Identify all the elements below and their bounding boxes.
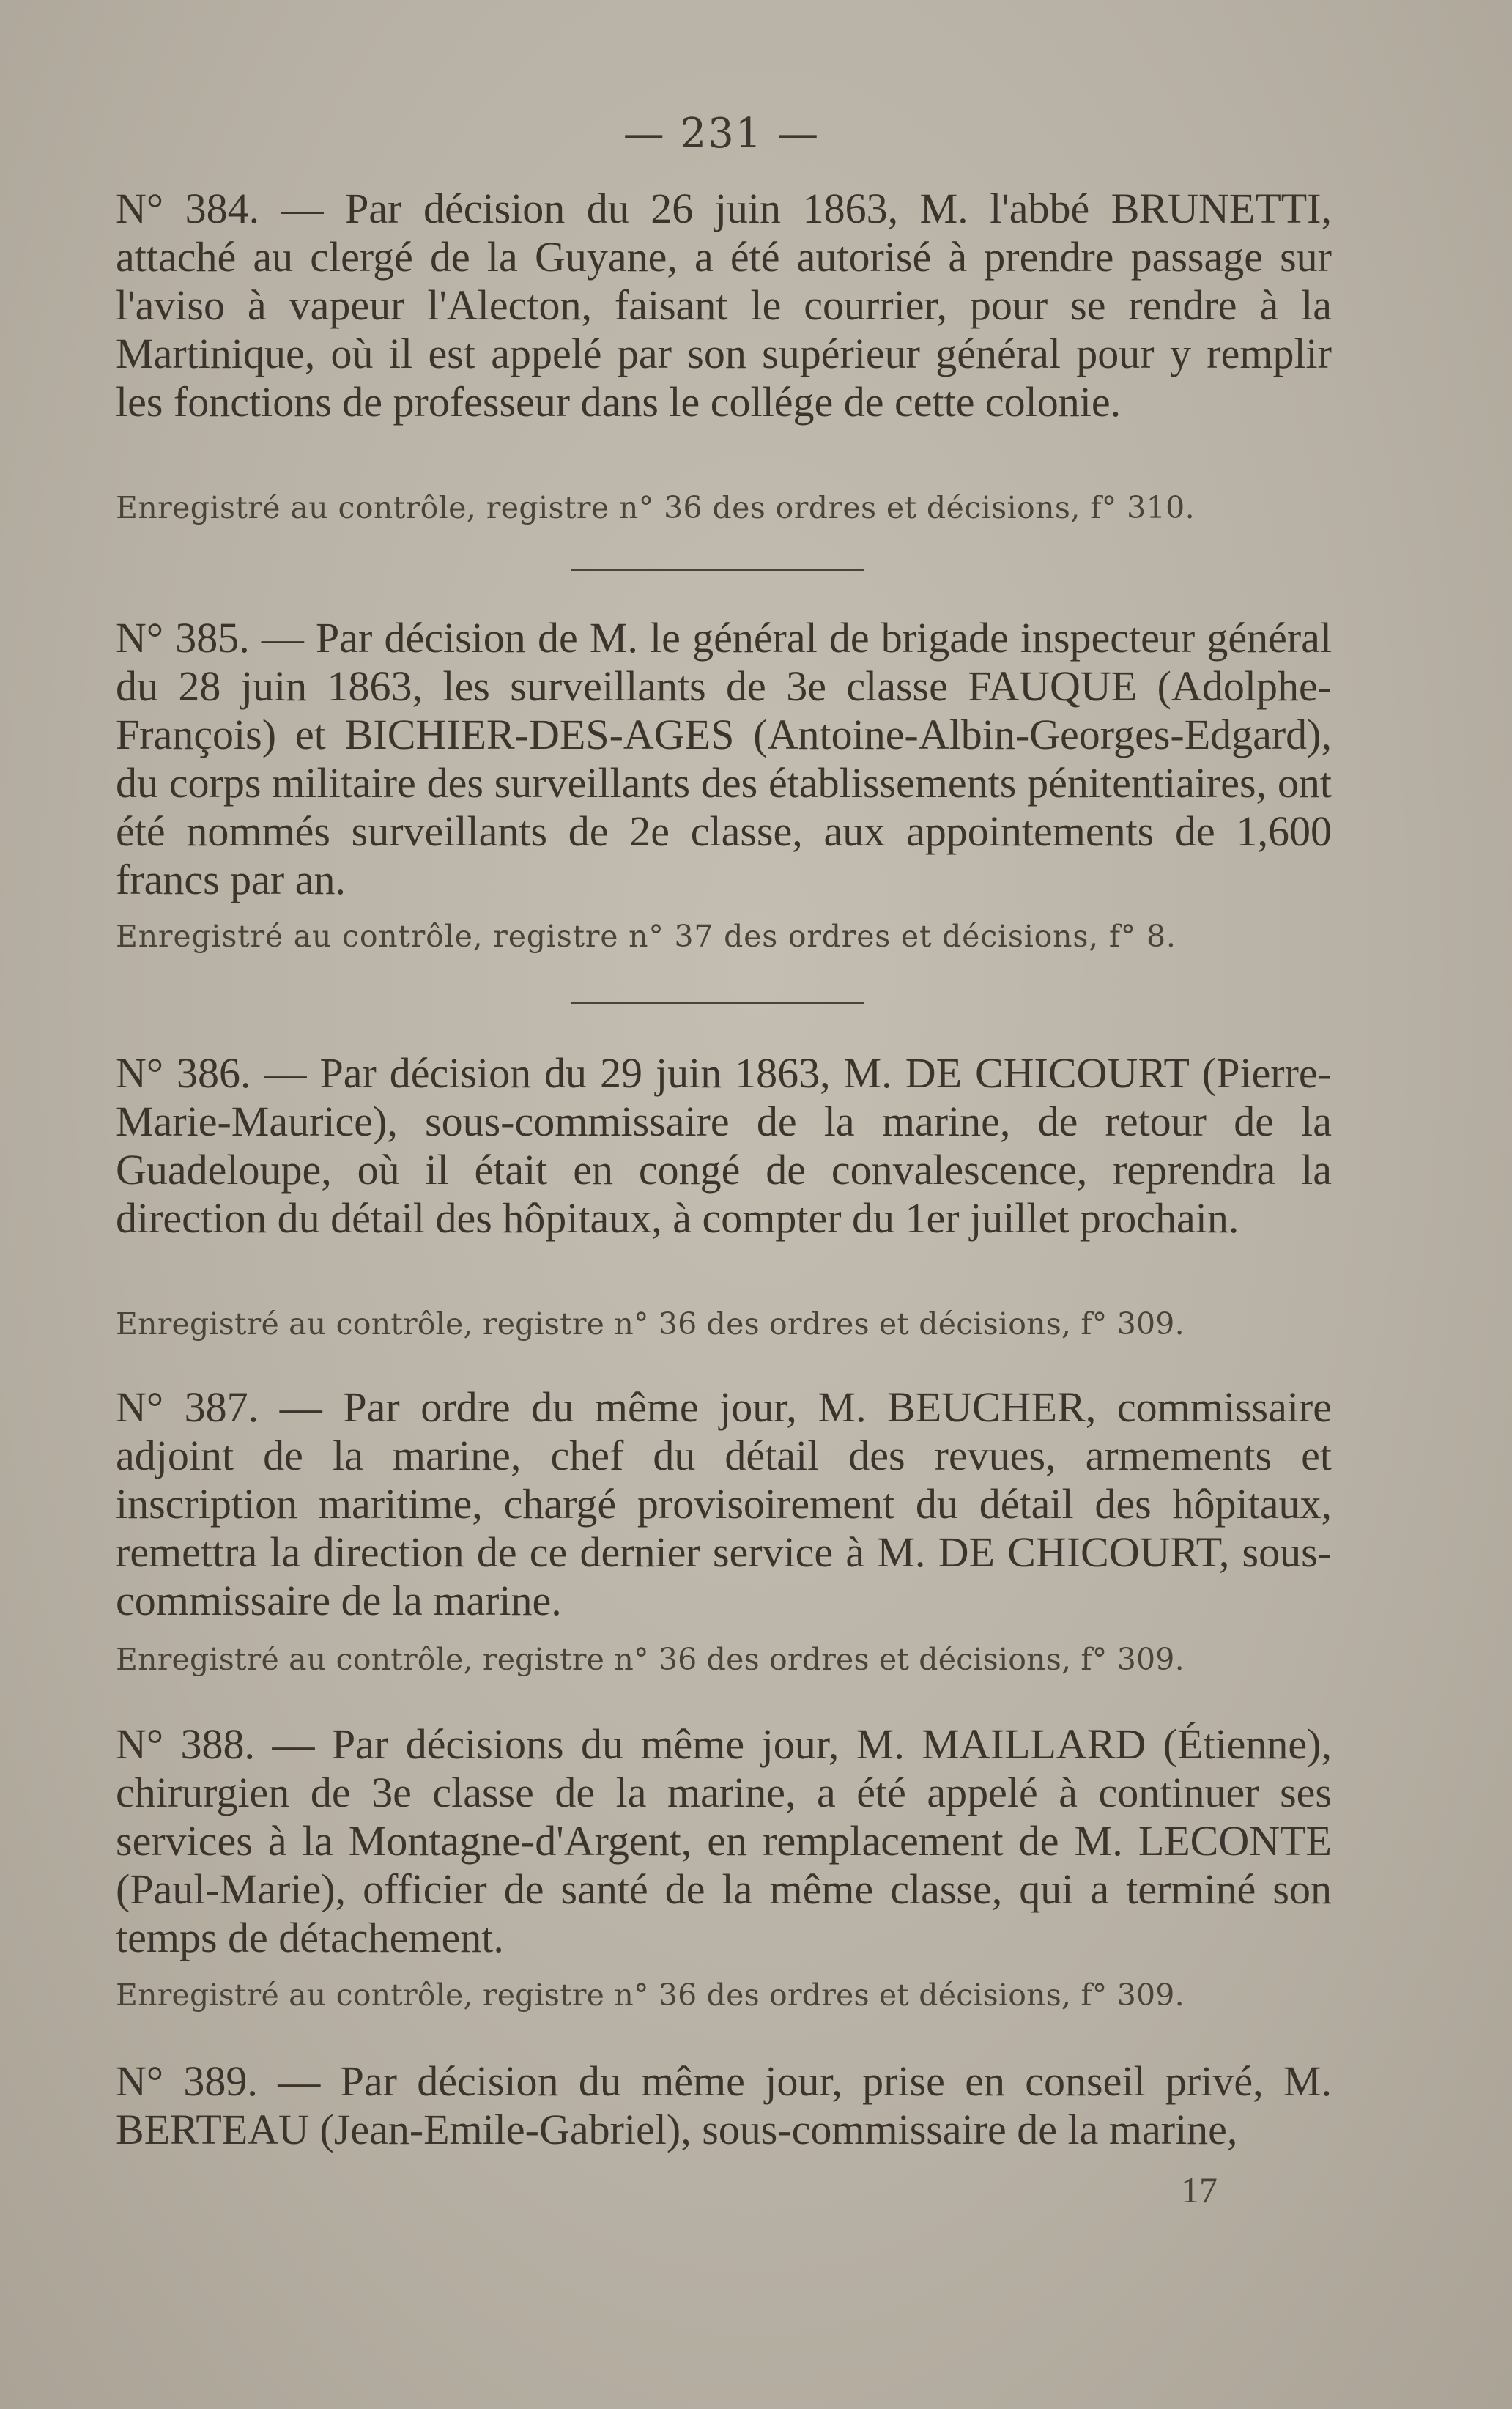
registration-note-387: Enregistré au contrôle, registre n° 36 des ordres et décisions, f° 309. — [116, 1642, 1185, 1677]
registration-note-384: Enregistré au contrôle, registre n° 36 des ordres et décisions, f° 310. — [116, 490, 1196, 525]
entry-386: N° 386. — Par décision du 29 juin 1863, M. DE CHICOURT (Pierre-Marie-Maurice), sous-commissaire de la marine, de retour de la Guadeloupe, où il était en congé de convalescence, reprendra la direction du détail des hôpitaux, à compter du 1er juillet prochain. — [116, 1049, 1332, 1242]
entry-387: N° 387. — Par ordre du même jour, M. BEUCHER, commissaire adjoint de la marine, chef du détail des revues, armements et inscription maritime, chargé provisoirement du détail des hôpitaux, remettra la direction de ce dernier service à M. DE CHICOURT, sous-commissaire de la marine. — [116, 1383, 1332, 1624]
section-divider — [571, 1002, 864, 1004]
entry-385: N° 385. — Par décision de M. le général de brigade inspecteur général du 28 juin 1863, les surveillants de 3e classe FAUQUE (Adolphe-François) et BICHIER-DES-AGES (Antoine-Albin-Georges-Edgard), du corps militaire des surveillants des établissements pénitentiaires, ont été nommés surveillants de 2e classe, aux appointements de 1,600 francs par an. — [116, 614, 1332, 903]
page-number: — 231 — — [623, 110, 820, 158]
entry-388: N° 388. — Par décisions du même jour, M. MAILLARD (Étienne), chirurgien de 3e classe de la marine, a été appelé à continuer ses services à la Montagne-d'Argent, en remplacement de M. LECONTE (Paul-Marie), officier de santé de la même classe, qui a terminé son temps de détachement. — [116, 1720, 1332, 1961]
section-divider — [571, 569, 864, 571]
registration-note-385: Enregistré au contrôle, registre n° 37 des ordres et décisions, f° 8. — [116, 919, 1176, 954]
registration-note-388: Enregistré au contrôle, registre n° 36 des ordres et décisions, f° 309. — [116, 1977, 1185, 2013]
signature-mark: 17 — [1181, 2169, 1218, 2210]
entry-389: N° 389. — Par décision du même jour, prise en conseil privé, M. BERTEAU (Jean-Emile-Gabriel), sous-commissaire de la marine, — [116, 2057, 1332, 2153]
entry-384: N° 384. — Par décision du 26 juin 1863, M. l'abbé BRUNETTI, attaché au clergé de la Guyane, a été autorisé à prendre passage sur l'aviso à vapeur l'Alecton, faisant le courrier, pour se rendre à la Martinique, où il est appelé par son supérieur général pour y remplir les fonctions de professeur dans le collége de cette colonie. — [116, 185, 1332, 426]
registration-note-386: Enregistré au contrôle, registre n° 36 des ordres et décisions, f° 309. — [116, 1306, 1185, 1342]
